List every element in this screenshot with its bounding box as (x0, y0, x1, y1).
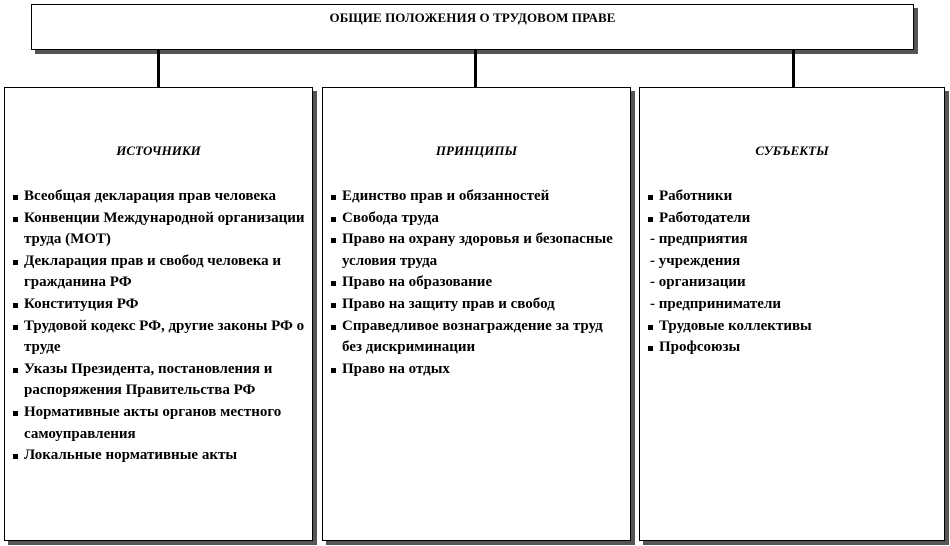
list-item (13, 186, 306, 208)
list-item (13, 359, 306, 402)
subjects-heading: СУБЪЕКТЫ (755, 143, 829, 158)
list-item (648, 186, 938, 208)
principles-box (322, 87, 631, 541)
list-item (331, 208, 624, 230)
list-item (13, 402, 306, 445)
bullet-icon (13, 454, 18, 459)
diagram-title: ОБЩИЕ ПОЛОЖЕНИЯ О ТРУДОВОМ ПРАВЕ (329, 10, 616, 25)
bullet-icon (331, 368, 336, 373)
list-item-text: Профсоюзы (659, 339, 741, 356)
list-item-text: Свобода труда (342, 209, 439, 226)
sources-heading: ИСТОЧНИКИ (116, 143, 201, 158)
list-item-text: Конвенции Международной организации труда (МОТ) (24, 209, 305, 248)
list-item-text: Указы Президента, постановления и распоряжения Правительства РФ (24, 360, 273, 399)
principles-list (331, 186, 624, 380)
bullet-icon (13, 325, 18, 330)
list-item (331, 229, 624, 272)
list-item-text: Право на отдых (342, 360, 450, 377)
subjects-list (648, 186, 938, 359)
list-item (331, 272, 624, 294)
list-item (331, 294, 624, 316)
bullet-icon (331, 217, 336, 222)
bullet-icon (13, 260, 18, 265)
bullet-icon (648, 217, 653, 222)
bullet-icon (331, 195, 336, 200)
subjects-box (639, 87, 945, 541)
list-item-text: Работники (659, 188, 733, 204)
list-item (648, 208, 938, 230)
list-item (648, 294, 938, 316)
bullet-icon (13, 368, 18, 373)
list-item-text: Всеобщая декларация прав человека (24, 188, 276, 204)
bullet-icon (331, 303, 336, 308)
list-item-text: Право на охрану здоровья и безопасные условия труда (342, 231, 613, 269)
list-item-text: Справедливое вознаграждение за труд без дискриминации (342, 317, 603, 356)
list-item (648, 272, 938, 294)
list-item-text: Право на защиту прав и свобод (342, 295, 555, 312)
list-item (13, 316, 306, 359)
connector-subjects (792, 50, 795, 87)
list-item (331, 316, 624, 359)
list-item-text: Трудовые коллективы (659, 317, 812, 334)
list-item (331, 359, 624, 381)
list-item-text: - предприниматели (650, 295, 782, 312)
bullet-icon (648, 325, 653, 330)
list-item (648, 316, 938, 338)
list-item-text: Право на образование (342, 274, 493, 291)
bullet-icon (331, 325, 336, 330)
list-item-text: - учреждения (650, 252, 741, 269)
bullet-icon (648, 346, 653, 351)
bullet-icon (331, 238, 336, 243)
list-item (13, 208, 306, 251)
list-item-text: Единство прав и обязанностей (342, 188, 550, 204)
bullet-icon (331, 281, 336, 286)
list-item-text: - предприятия (650, 231, 748, 248)
list-item (648, 251, 938, 273)
list-item (13, 251, 306, 294)
list-item-text: Конституция РФ (24, 295, 139, 312)
connector-sources (157, 50, 160, 87)
list-item (331, 186, 624, 208)
list-item (648, 337, 938, 359)
principles-heading: ПРИНЦИПЫ (435, 143, 518, 158)
sources-box (4, 87, 313, 541)
connector-principles (474, 50, 477, 87)
sources-list (13, 186, 306, 467)
bullet-icon (648, 195, 653, 200)
list-item (648, 229, 938, 251)
bullet-icon (13, 195, 18, 200)
list-item-text: Нормативные акты органов местного самоуправления (24, 403, 282, 442)
title-box (31, 4, 914, 50)
list-item-text: Декларация прав и свобод человека и гражданина РФ (24, 252, 282, 291)
list-item-text: Работодатели (659, 209, 751, 226)
list-item-text: Локальные нормативные акты (24, 447, 238, 464)
bullet-icon (13, 217, 18, 222)
bullet-icon (13, 411, 18, 416)
list-item (13, 445, 306, 467)
list-item-text: - организации (650, 274, 746, 291)
list-item-text: Трудовой кодекс РФ, другие законы РФ о труде (24, 317, 305, 356)
list-item (13, 294, 306, 316)
bullet-icon (13, 303, 18, 308)
